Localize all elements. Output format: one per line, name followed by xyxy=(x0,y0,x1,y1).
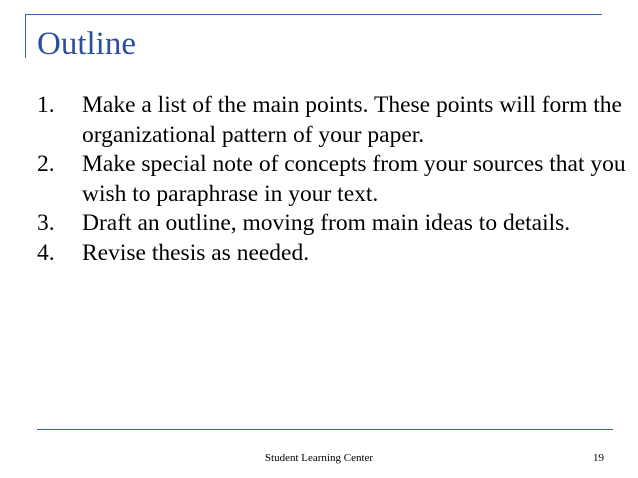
frame-vertical-bar xyxy=(25,14,26,58)
list-item-number: 2. xyxy=(37,151,55,177)
frame-top-rule xyxy=(25,14,602,15)
page-number: 19 xyxy=(593,452,604,464)
list-item-number: 3. xyxy=(37,210,55,236)
outline-list xyxy=(37,91,627,268)
list-item-text: Revise thesis as needed. xyxy=(82,239,310,266)
list-item xyxy=(37,209,627,239)
list-item-number: 1. xyxy=(37,92,55,118)
list-item xyxy=(37,150,627,209)
slide-title: Outline xyxy=(37,26,136,62)
list-item xyxy=(37,239,627,269)
list-item-number: 4. xyxy=(37,239,55,266)
footer-rule xyxy=(37,429,613,430)
list-item xyxy=(37,91,627,150)
list-item-text: Make a list of the main points. These points will form the organizational pattern of your paper. xyxy=(82,92,622,148)
footer-text: Student Learning Center xyxy=(264,452,374,464)
list-item-text: Make special note of concepts from your sources that you wish to paraphrase in your text. xyxy=(82,151,626,207)
list-item-text: Draft an outline, moving from main ideas to details. xyxy=(82,210,571,236)
